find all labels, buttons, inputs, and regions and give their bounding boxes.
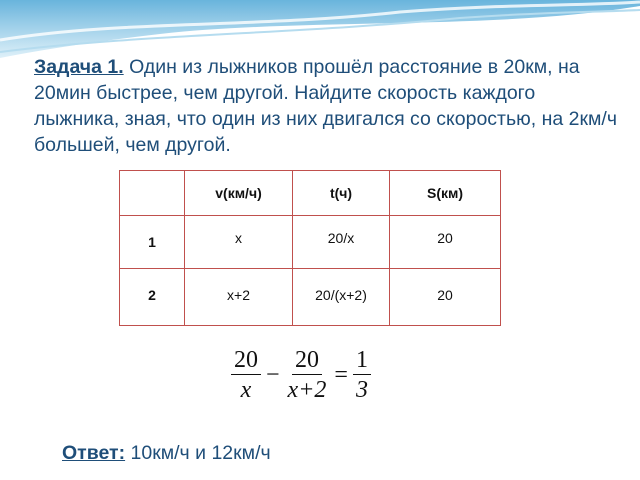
denominator: x+2 <box>287 377 327 403</box>
table-header-distance: S(км) <box>390 171 501 216</box>
answer-label: Ответ: <box>62 442 126 464</box>
table-cell: 20/x <box>293 216 390 269</box>
fraction-2 <box>285 346 330 405</box>
task-text <box>34 54 624 158</box>
fraction-1 <box>231 346 261 405</box>
table-cell-row-number: 1 <box>120 216 185 269</box>
answer-text: 10км/ч и 12км/ч <box>125 442 271 464</box>
table-cell: x <box>185 216 293 269</box>
numerator: 1 <box>353 346 371 375</box>
equals-sign: = <box>334 362 348 388</box>
equation <box>228 346 374 405</box>
table-cell: x+2 <box>185 269 293 326</box>
numerator: 20 <box>231 346 261 375</box>
minus-sign: − <box>266 362 280 388</box>
answer <box>62 440 271 466</box>
task-label: Задача 1. <box>34 56 124 78</box>
data-table <box>119 170 501 326</box>
table-row <box>120 216 501 269</box>
task-body: Один из лыжников прошёл расстояние в 20км, на 20мин быстрее, чем другой. Найдите скорость каждого лыжника, зная, что один из них двигался со скоростью, на 2км/ч большей, чем другой. <box>34 56 618 156</box>
table-header-time: t(ч) <box>293 171 390 216</box>
table-cell: 20 <box>390 269 501 326</box>
denominator: 3 <box>355 377 368 403</box>
table-header-row <box>120 171 501 216</box>
table-header-speed: v(км/ч) <box>185 171 293 216</box>
fraction-3 <box>353 346 371 405</box>
table-row <box>120 269 501 326</box>
denominator: x <box>240 377 252 403</box>
table-header-empty <box>120 171 185 216</box>
table-cell: 20 <box>390 216 501 269</box>
numerator: 20 <box>292 346 322 375</box>
table-cell-row-number: 2 <box>120 269 185 326</box>
table-cell: 20/(x+2) <box>293 269 390 326</box>
